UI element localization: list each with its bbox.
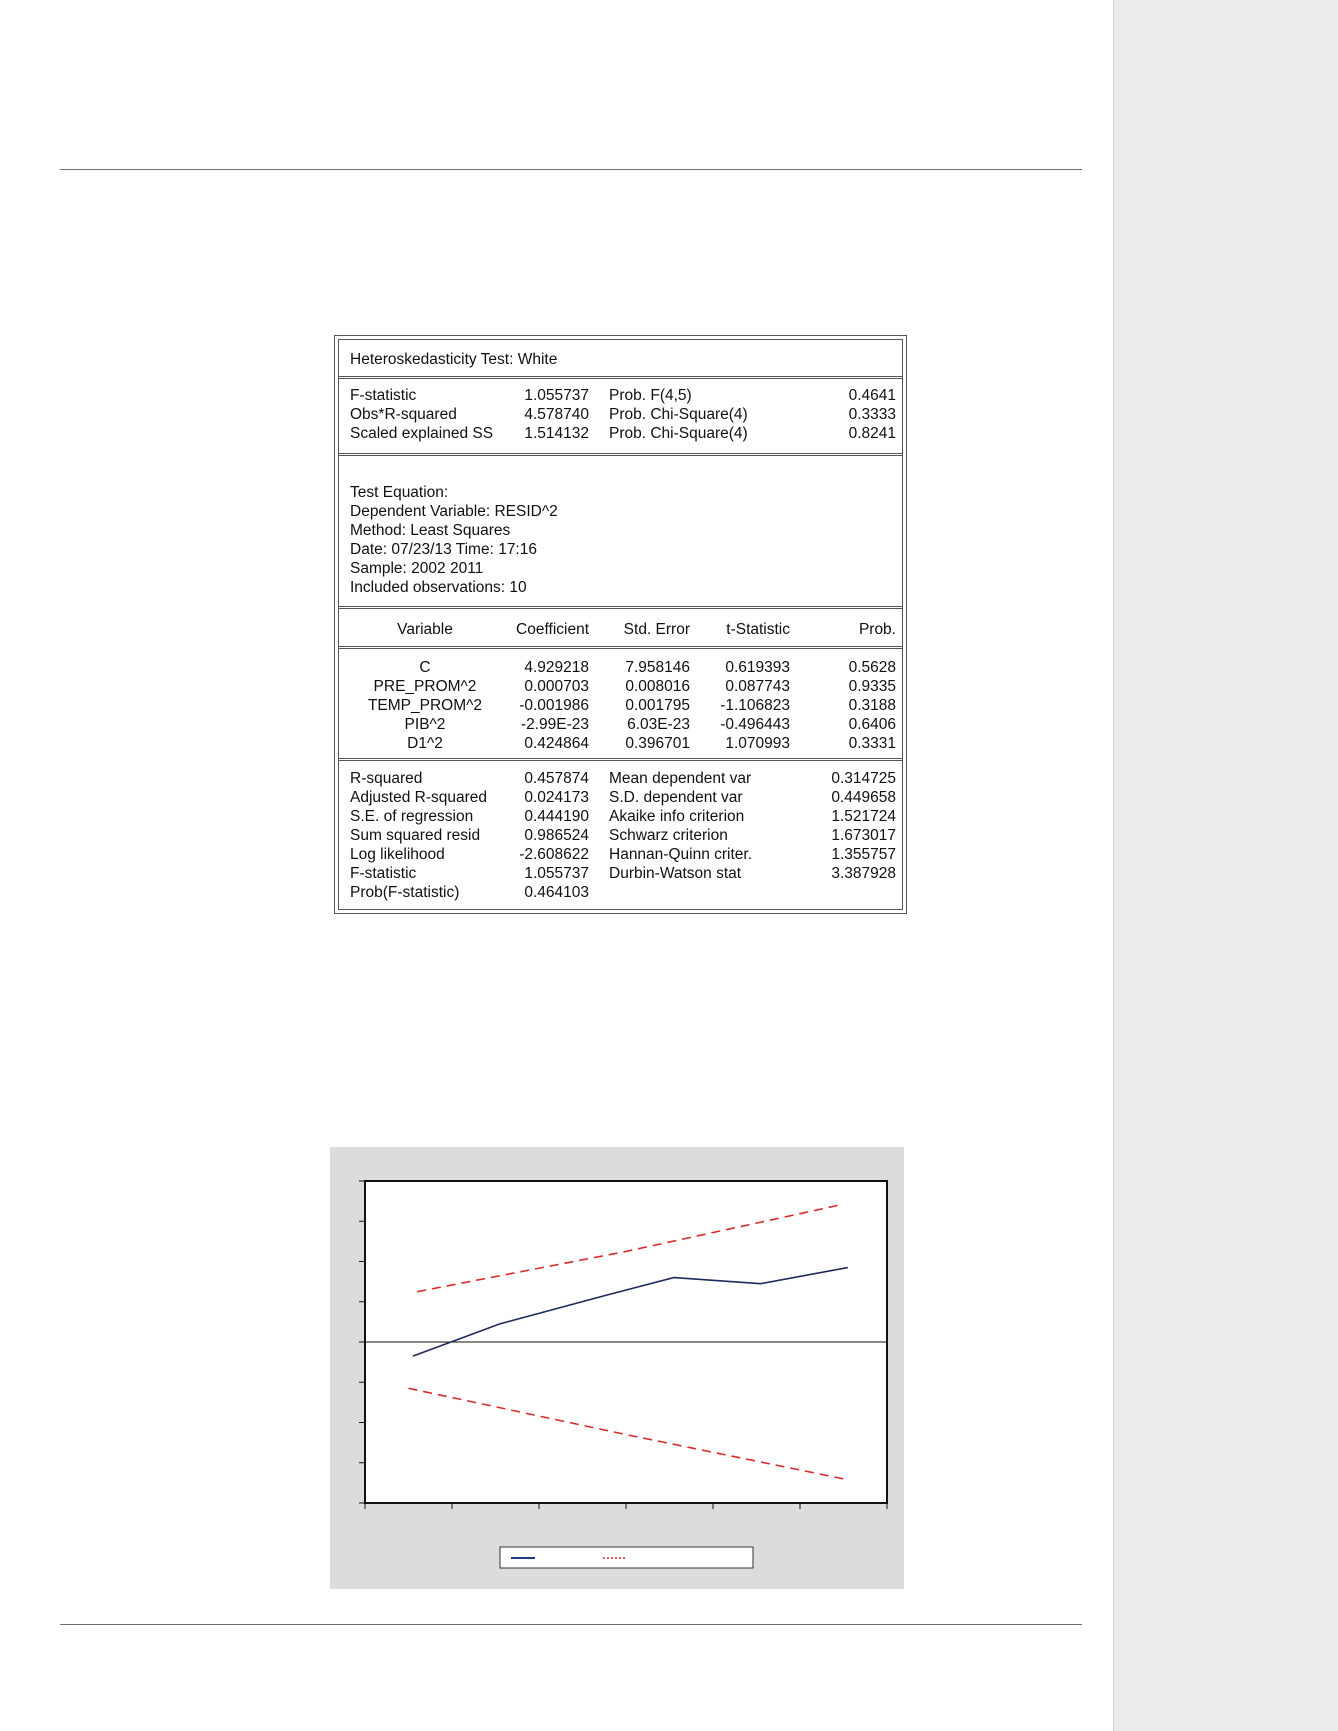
coefficient-cell: -1.106823 xyxy=(720,697,790,714)
heteroskedasticity-output-table xyxy=(334,335,907,914)
separator-equation xyxy=(339,453,902,456)
coefficient-cell: 0.9335 xyxy=(848,678,896,695)
test-prob-label: Prob. Chi-Square(4) xyxy=(609,406,748,423)
stat-value: 0.464103 xyxy=(524,884,589,901)
stat-value: 0.024173 xyxy=(524,789,589,806)
table-frame xyxy=(338,339,903,910)
coefficient-cell: 7.958146 xyxy=(625,659,690,676)
test-value: 1.055737 xyxy=(524,387,589,404)
coefficient-cell: 0.3331 xyxy=(848,735,896,752)
stat-value: 1.521724 xyxy=(831,808,896,825)
test-label: Obs*R-squared xyxy=(350,406,457,423)
stat-label: Mean dependent var xyxy=(609,770,752,787)
coefficient-cell: 1.070993 xyxy=(725,735,790,752)
variable-name: C xyxy=(419,659,431,676)
equation-info-line: Dependent Variable: RESID^2 xyxy=(350,503,558,520)
coefficient-cell: 0.5628 xyxy=(848,659,896,676)
header-rule xyxy=(60,169,1082,170)
coefficient-cell: -2.99E-23 xyxy=(520,716,589,733)
separator-tests xyxy=(339,376,902,379)
stat-value: 0.457874 xyxy=(524,770,589,787)
stat-value: 1.055737 xyxy=(524,865,589,882)
residual-chart-panel xyxy=(330,1147,904,1589)
stat-value: 1.673017 xyxy=(831,827,896,844)
equation-info-line: Sample: 2002 2011 xyxy=(350,560,484,577)
test-label: F-statistic xyxy=(350,387,417,404)
right-margin-panel xyxy=(1113,0,1338,1731)
coefficient-cell: 0.001795 xyxy=(625,697,690,714)
coefficient-cell: 0.6406 xyxy=(848,716,896,733)
equation-info-line: Date: 07/23/13 Time: 17:16 xyxy=(350,541,537,558)
variable-name: TEMP_PROM^2 xyxy=(367,697,483,714)
stat-label: Adjusted R-squared xyxy=(350,789,487,806)
footer-rule xyxy=(60,1624,1082,1625)
stat-value: 3.387928 xyxy=(831,865,896,882)
stat-label: S.D. dependent var xyxy=(609,789,743,806)
coefficient-cell: 0.087743 xyxy=(725,678,790,695)
coefficient-cell: 0.000703 xyxy=(524,678,589,695)
separator-headers xyxy=(339,606,902,609)
stat-value: -2.608622 xyxy=(519,846,589,863)
separator-coefficients xyxy=(339,646,902,649)
test-label: Scaled explained SS xyxy=(350,425,494,442)
stat-value: 0.314725 xyxy=(831,770,896,787)
test-value: 4.578740 xyxy=(524,406,589,423)
variable-name: PIB^2 xyxy=(404,716,446,733)
stat-label: Prob(F-statistic) xyxy=(350,884,460,901)
residual-chart xyxy=(330,1147,904,1589)
variable-name: PRE_PROM^2 xyxy=(373,678,477,695)
coefficient-cell: -0.496443 xyxy=(720,716,790,733)
test-prob-label: Prob. F(4,5) xyxy=(609,387,692,404)
test-prob: 0.4641 xyxy=(848,387,896,404)
stat-label: S.E. of regression xyxy=(350,808,474,825)
separator-stats xyxy=(339,758,902,761)
stat-label: Hannan-Quinn criter. xyxy=(609,846,753,863)
coefficient-cell: 6.03E-23 xyxy=(627,716,690,733)
stat-label: Sum squared resid xyxy=(350,827,481,844)
stat-value: 0.444190 xyxy=(524,808,589,825)
stat-label: Log likelihood xyxy=(350,846,445,863)
equation-info-line: Included observations: 10 xyxy=(350,579,527,596)
variable-name: D1^2 xyxy=(407,735,443,752)
coefficient-cell: 0.008016 xyxy=(625,678,690,695)
column-header: t-Statistic xyxy=(726,621,790,638)
stat-label: Schwarz criterion xyxy=(609,827,728,844)
coefficient-cell: 0.619393 xyxy=(725,659,790,676)
column-header: Variable xyxy=(397,621,453,638)
test-value: 1.514132 xyxy=(524,425,589,442)
test-prob-label: Prob. Chi-Square(4) xyxy=(609,425,748,442)
stat-label: Durbin-Watson stat xyxy=(609,865,742,882)
stat-label: F-statistic xyxy=(350,865,417,882)
column-header: Std. Error xyxy=(623,621,690,638)
table-title: Heteroskedasticity Test: White xyxy=(350,351,558,368)
test-prob: 0.8241 xyxy=(848,425,896,442)
equation-info-line: Method: Least Squares xyxy=(350,522,511,539)
coefficient-cell: 0.3188 xyxy=(848,697,896,714)
coefficient-cell: 4.929218 xyxy=(524,659,589,676)
stat-value: 1.355757 xyxy=(831,846,896,863)
equation-info-line: Test Equation: xyxy=(350,484,449,501)
stat-value: 0.986524 xyxy=(524,827,589,844)
column-header: Coefficient xyxy=(516,621,589,638)
stat-value: 0.449658 xyxy=(831,789,896,806)
stat-label: Akaike info criterion xyxy=(609,808,745,825)
coefficient-cell: 0.396701 xyxy=(625,735,690,752)
test-prob: 0.3333 xyxy=(848,406,896,423)
coefficient-cell: 0.424864 xyxy=(524,735,589,752)
column-header: Prob. xyxy=(858,621,896,638)
chart-legend xyxy=(500,1547,753,1568)
stat-label: R-squared xyxy=(350,770,423,787)
coefficient-cell: -0.001986 xyxy=(519,697,589,714)
